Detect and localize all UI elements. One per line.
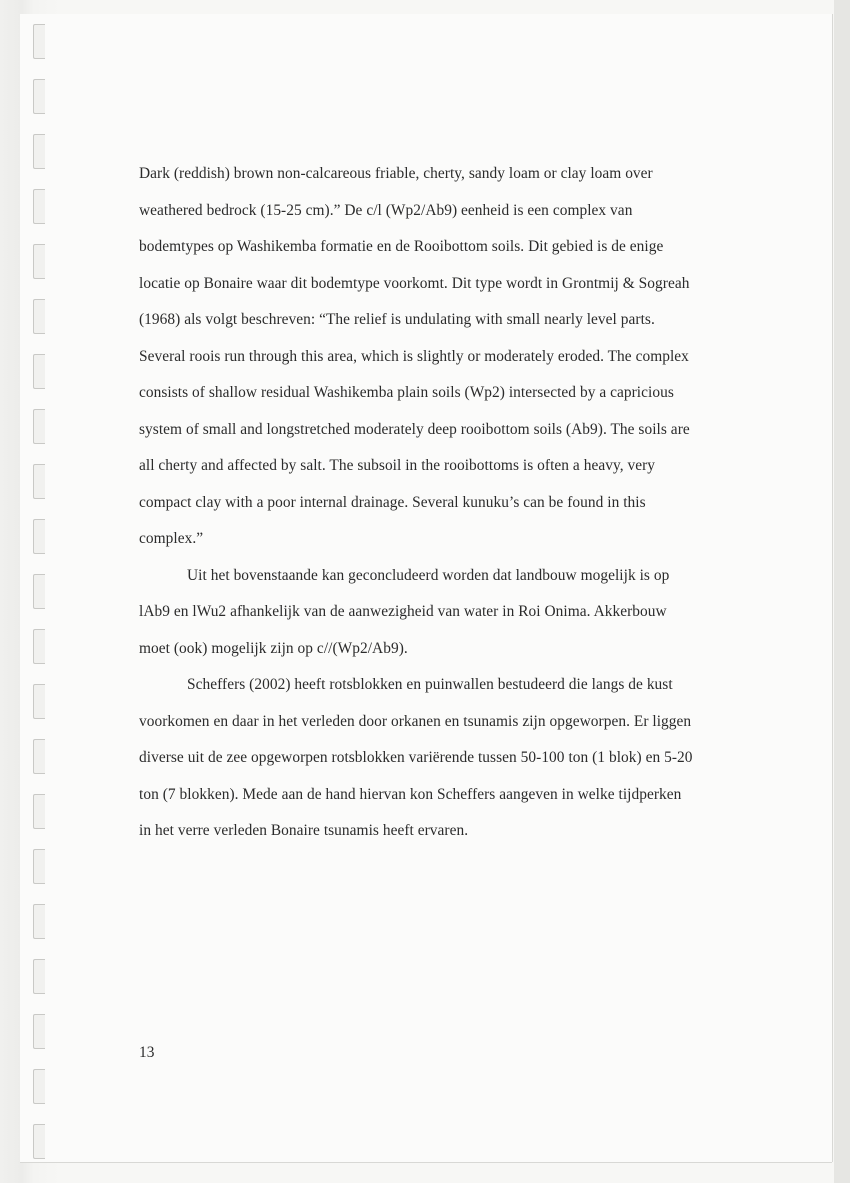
binding-hole: [33, 684, 45, 719]
binding-hole: [33, 904, 45, 939]
binding-hole: [33, 464, 45, 499]
text-line: compact clay with a poor internal drainage. Several kunuku’s can be found in this: [139, 493, 646, 511]
text-line: diverse uit de zee opgeworpen rotsblokken variërende tussen 50-100 ton (1 blok) en 5-20: [139, 749, 693, 766]
text-line: Dark (reddish) brown non-calcareous friable, cherty, sandy loam or clay loam over: [139, 165, 653, 182]
text-line: consists of shallow residual Washikemba plain soils (Wp2) intersected by a capricious: [139, 384, 674, 401]
text-line: lAb9 en lWu2 afhankelijk van de aanwezigheid van water in Roi Onima. Akkerbouw: [139, 603, 667, 620]
text-line: complex.”: [139, 530, 204, 547]
text-line: voorkomen en daar in het verleden door orkanen en tsunamis zijn opgeworpen. Er liggen: [139, 712, 692, 730]
text-line: system of small and longstretched moderately deep rooibottom soils (Ab9). The soils are: [139, 420, 690, 438]
text-line: ton (7 blokken). Mede aan de hand hiervan kon Scheffers aangeven in welke tijdperken: [139, 785, 682, 803]
binding-hole: [33, 354, 45, 389]
text-line: all cherty and affected by salt. The subsoil in the rooibottoms is often a heavy, very: [139, 457, 656, 474]
binding-hole: [33, 794, 45, 829]
paragraph-scheffers: [139, 667, 719, 850]
text-line: locatie op Bonaire waar dit bodemtype voorkomt. Dit type wordt in Grontmij & Sogreah: [139, 274, 690, 292]
text-line: Uit het bovenstaande kan geconcludeerd worden dat landbouw mogelijk is op: [187, 566, 670, 584]
binding-holes: [33, 20, 49, 1170]
paragraph-conclusion: [139, 558, 719, 668]
binding-hole: [33, 24, 45, 59]
binding-hole: [33, 79, 45, 114]
text-line: in het verre verleden Bonaire tsunamis heeft ervaren.: [139, 822, 469, 839]
body-text: [139, 156, 719, 850]
binding-hole: [33, 244, 45, 279]
binding-hole: [33, 629, 45, 664]
binding-hole: [33, 1014, 45, 1049]
binding-hole: [33, 574, 45, 609]
page-number: 13: [139, 1044, 155, 1061]
binding-hole: [33, 519, 45, 554]
paragraph-quote-continuation: [139, 156, 719, 558]
text-line: (1968) als volgt beschreven: “The relief is undulating with small nearly level parts.: [139, 311, 655, 328]
text-line: weathered bedrock (15-25 cm).” De c/l (Wp2/Ab9) eenheid is een complex van: [139, 201, 633, 219]
text-line: bodemtypes op Washikemba formatie en de Rooibottom soils. Dit gebied is de enige: [139, 238, 664, 255]
binding-hole: [33, 134, 45, 169]
binding-hole: [33, 739, 45, 774]
binding-hole: [33, 959, 45, 994]
text-line: Scheffers (2002) heeft rotsblokken en puinwallen bestudeerd die langs de kust: [187, 676, 673, 693]
binding-hole: [33, 299, 45, 334]
binding-hole: [33, 409, 45, 444]
binding-hole: [33, 1069, 45, 1104]
text-line: moet (ook) mogelijk zijn op c//(Wp2/Ab9).: [139, 639, 408, 657]
text-line: Several roois run through this area, which is slightly or moderately eroded. The complex: [139, 347, 689, 365]
binding-hole: [33, 189, 45, 224]
binding-hole: [33, 849, 45, 884]
scan-edge: [834, 0, 850, 1183]
binding-hole: [33, 1124, 45, 1159]
